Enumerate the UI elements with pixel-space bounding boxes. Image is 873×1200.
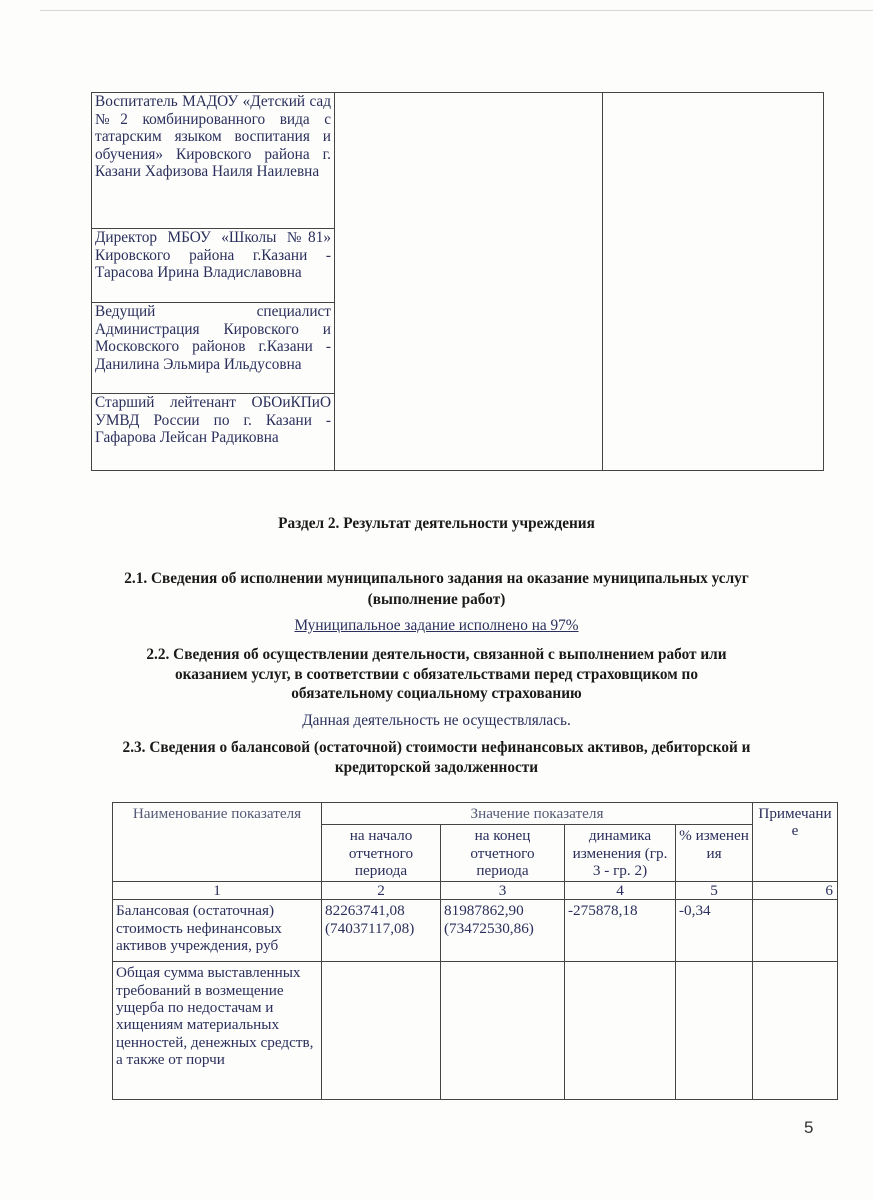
task-completion-text: Муниципальное задание исполнено на 97%: [294, 617, 579, 634]
column-number: 2: [322, 882, 441, 900]
row-end-value: [441, 962, 565, 1100]
table-cell: [335, 93, 603, 471]
header-note: Примечание: [753, 803, 838, 882]
row-name: Общая сумма выставленных требований в возмещение ущерба по недостачам и хищениям материальных ценностей, денежных средств, а также от порчи: [113, 962, 322, 1100]
subsection-2-2-title-line1: 2.2. Сведения об осуществлении деятельности, связанной с выполнением работ или: [146, 646, 727, 663]
table-cell: [92, 229, 335, 303]
scan-edge-line: [40, 10, 873, 11]
start-value-secondary: (74037117,08): [325, 919, 415, 937]
table-row: [113, 962, 838, 1100]
member-description: Старший лейтенант ОБОиКПиО УМВД России по г. Казани - Гафарова Лейсан Радиковна: [95, 394, 331, 447]
column-numbers-row: [113, 882, 838, 900]
member-description: Воспитатель МАДОУ «Детский сад №2 комбинированного вида с татарским языком воспитания и обучения» Кировского района г. Казани Хафизова Наиля Наилевна: [95, 93, 331, 181]
row-note: [753, 962, 838, 1100]
table-cell: [92, 303, 335, 394]
column-number: 3: [441, 882, 565, 900]
header-value-group: Значение показателя: [322, 803, 753, 825]
assets-table: [112, 802, 838, 1100]
row-name: Балансовая (остаточная) стоимость нефинансовых активов учреждения, руб: [113, 900, 322, 962]
header-end: на конец отчетного периода: [441, 825, 565, 882]
subsection-2-2-title-line3: обязательному социальному страхованию: [291, 685, 582, 702]
row-dynamic: -275878,18: [565, 900, 676, 962]
table-row: [113, 900, 838, 962]
column-number: 6: [753, 882, 838, 900]
table-cell: [92, 394, 335, 471]
section-title: Раздел 2. Результат деятельности учреждения: [278, 515, 595, 532]
row-start-value: [322, 900, 441, 962]
row-percent: [676, 962, 753, 1100]
table-cell: [603, 93, 824, 471]
header-dynamic: динамика изменения (гр. 3 - гр. 2): [565, 825, 676, 882]
end-value: 81987862,90: [444, 902, 524, 920]
column-number: 4: [565, 882, 676, 900]
header-name: Наименование показателя: [113, 803, 322, 882]
start-value: 82263741,08: [325, 902, 405, 920]
row-percent: -0,34: [676, 900, 753, 962]
row-start-value: [322, 962, 441, 1100]
subsection-2-2-text: Данная деятельность не осуществлялась.: [302, 712, 571, 729]
member-description: Директор МБОУ «Школы №81» Кировского района г.Казани - Тарасова Ирина Владиславовна: [95, 229, 331, 282]
table-row: [92, 93, 824, 229]
column-number: 1: [113, 882, 322, 900]
table-header-row: [113, 803, 838, 825]
header-percent: % изменения: [676, 825, 753, 882]
table-cell: [92, 93, 335, 229]
row-note: [753, 900, 838, 962]
header-start: на начало отчетного периода: [322, 825, 441, 882]
subsection-2-1-title-line1: 2.1. Сведения об исполнении муниципального задания на оказание муниципальных услуг: [124, 570, 749, 587]
subsection-2-3-title-line2: кредиторской задолженности: [334, 759, 539, 776]
row-dynamic: [565, 962, 676, 1100]
member-description: Ведущий специалист Администрация Кировского и Московского районов г.Казани - Данилина Эльмира Ильдусовна: [95, 303, 331, 373]
column-number: 5: [676, 882, 753, 900]
row-end-value: [441, 900, 565, 962]
commission-members-table: [91, 92, 824, 471]
subsection-2-1-text: [0, 616, 873, 635]
end-value-secondary: (73472530,86): [444, 919, 534, 937]
page-number: 5: [804, 1118, 814, 1137]
subsection-2-2-title-line2: оказанием услуг, в соответствии с обязательствами перед страховщиком по: [174, 666, 698, 683]
subsection-2-3-title-line1: 2.3. Сведения о балансовой (остаточной) стоимости нефинансовых активов, дебиторской и: [122, 739, 751, 756]
subsection-2-1-title-line2: (выполнение работ): [367, 591, 506, 608]
